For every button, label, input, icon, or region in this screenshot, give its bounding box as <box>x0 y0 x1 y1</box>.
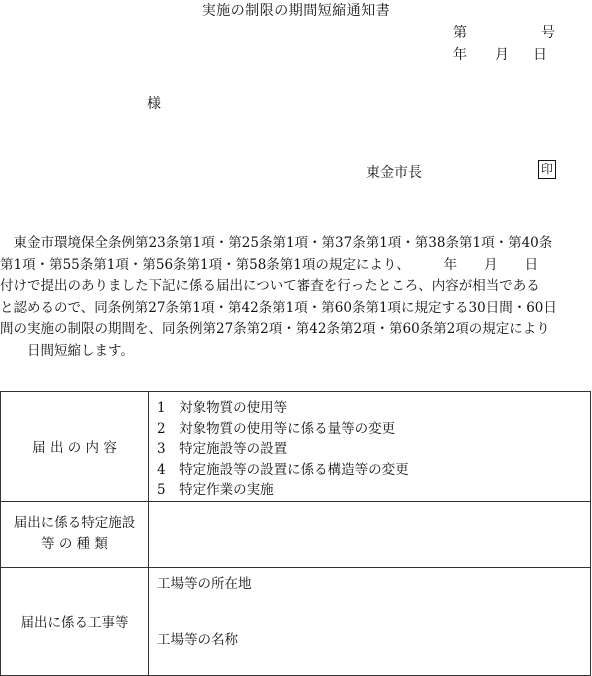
facility-type-value <box>149 501 591 567</box>
document-date-line <box>453 44 547 64</box>
notification-table <box>0 391 591 676</box>
option-item: 1 対象物質の使用等 <box>157 400 288 416</box>
body-line: 第1項・第55条第1項・第56条第1項・第58条第1項の規定により、 年 月 日 <box>0 256 539 273</box>
date-month: 月 <box>495 47 509 63</box>
field-factory-name: 工場等の名称 <box>157 631 238 648</box>
option-item: 2 対象物質の使用等に係る量等の変更 <box>157 420 396 437</box>
construction-values <box>149 567 591 675</box>
body-line: 間の実施の制限の期間を、同条例第27条第2項・第42条第2項・第60条第2項の規定により <box>0 321 550 337</box>
body-line: と認めるので、同条例第27条第1項・第42条第1項・第60条第1項に規定する30日間・60日 <box>0 299 557 316</box>
table-label-content: 届 出 の 内 容 <box>1 392 149 502</box>
option-item: 4 特定施設等の設置に係る構造等の変更 <box>157 461 409 478</box>
seal-mark: 印 <box>538 160 556 179</box>
option-item: 5 特定作業の実施 <box>157 482 274 498</box>
content-options <box>149 392 591 502</box>
option-item: 3 特定施設等の設置 <box>157 441 288 457</box>
notice-body <box>0 233 592 362</box>
body-line: 付けで提出のありました下記に係る届出について審査を行ったところ、内容が相当である <box>0 278 540 294</box>
body-line: 東金市環境保全条例第23条第1項・第25条第1項・第37条第1項・第38条第1項・第40条 <box>0 235 553 251</box>
date-day: 日 <box>533 47 547 63</box>
table-row <box>1 501 591 567</box>
document-title: 実施の制限の期間短縮通知書 <box>201 3 391 19</box>
table-row <box>1 567 591 675</box>
addressee: 様 <box>147 96 161 112</box>
table-label-facility-type: 届出に係る特定施設 等 の 種 類 <box>1 501 149 567</box>
document-number-line <box>453 22 555 42</box>
date-year: 年 <box>453 47 467 63</box>
table-label-construction: 届出に係る工事等 <box>1 567 149 675</box>
table-row <box>1 392 591 502</box>
number-suffix: 号 <box>541 25 555 41</box>
body-line: 日間短縮します。 <box>0 342 134 359</box>
issuer-name: 東金市長 <box>366 165 422 181</box>
number-prefix: 第 <box>453 25 467 41</box>
field-factory-location: 工場等の所在地 <box>157 575 252 592</box>
